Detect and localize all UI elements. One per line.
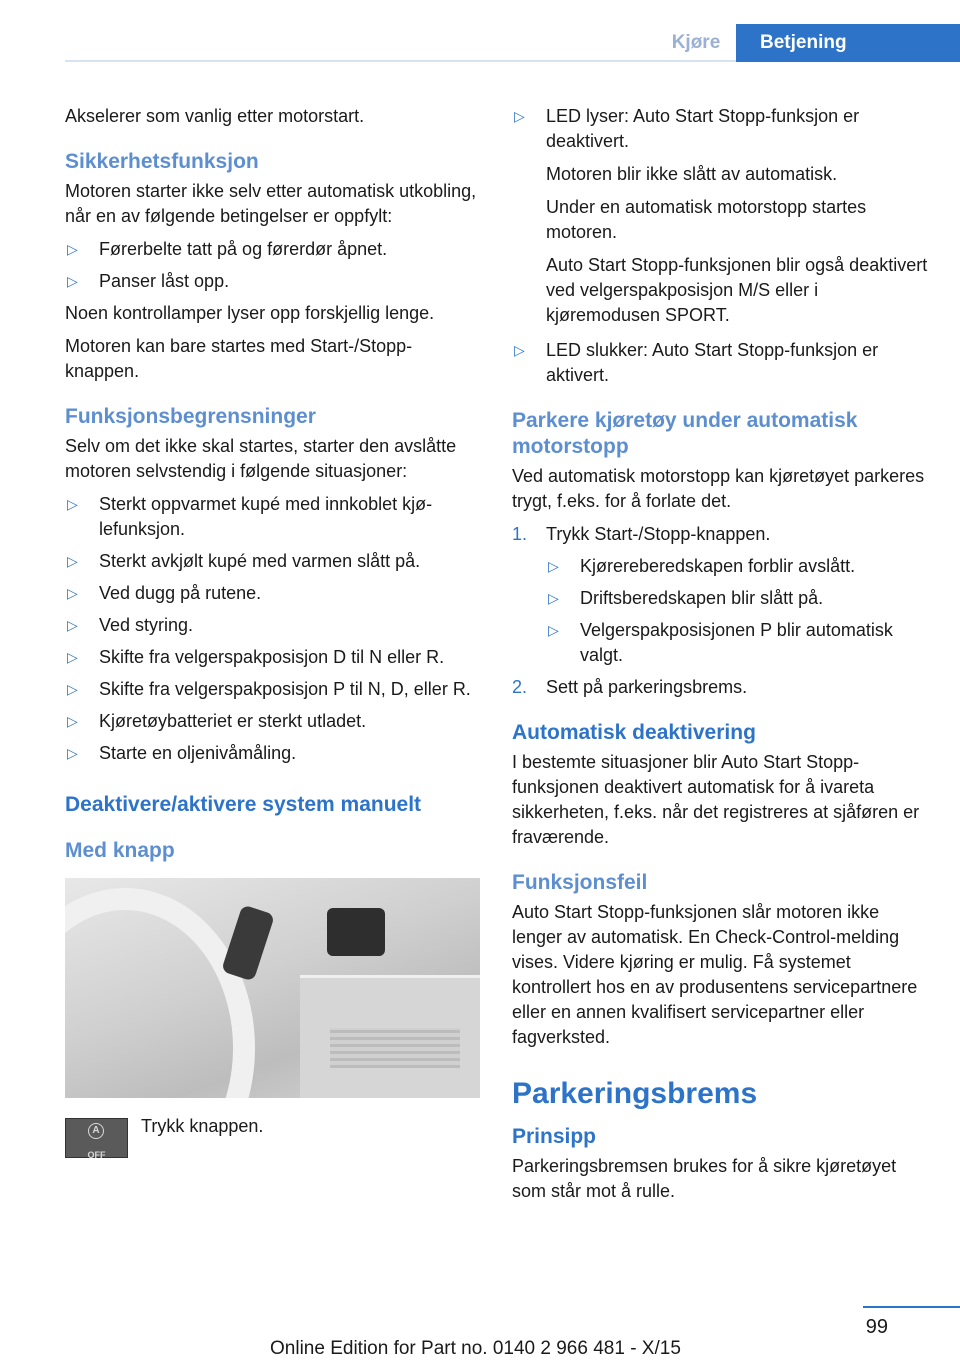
begrensning-list [65,492,480,766]
heading-automatisk-deaktivering: Automatisk deaktivering [512,721,756,744]
prinsipp-text: Parkeringsbremsen brukes for å sikre kjøretøyet som står mot å rulle. [512,1156,897,1201]
tab-betjening[interactable]: Betjening [736,24,960,62]
triangle-bullet-icon: ▷ [514,108,525,124]
step-number: 1. [512,524,528,544]
list-item: ▷ LED lyser: Auto Start Stopp-funksjon er deaktivert. Motoren blir ikke slått av automatisk. Under en automatisk motorstopp startes motoren. Auto Start Stopp-funksjonen blir også deaktivert ved velgerspakposisjon M/S eller i kjøremodusen SPORT. [514,106,928,325]
list-item: ▷ Sterkt avkjølt kupé med varmen slått på. [65,549,480,574]
triangle-bullet-icon: ▷ [67,553,78,569]
triangle-bullet-icon: ▷ [67,617,78,633]
triangle-bullet-icon: ▷ [67,585,78,601]
parkere-steps [512,522,930,700]
begrensning-text: Selv om det ikke skal startes, starter den avslåtte motoren selvstendig i følgende situasjoner: [65,436,457,481]
list-item: ▷ Kjøretøybatteriet er sterkt utladet. [65,709,480,734]
triangle-bullet-icon: ▷ [67,713,78,729]
edition-footer: Online Edition for Part no. 0140 2 966 481 - X/15 [270,1338,681,1359]
intro-text: Akselerer som vanlig etter motorstart. [65,106,365,126]
heading-prinsipp: Prinsipp [512,1125,597,1148]
step-item: 2. Sett på parkeringsbrems. [512,675,930,700]
list-item: ▷ Ved styring. [65,613,480,638]
footer-rule [863,1306,960,1308]
step-number: 2. [512,677,528,697]
heading-funksjonsfeil: Funksjonsfeil [512,871,648,894]
feil-text: Auto Start Stopp-funksjonen slår motoren ikke lenger av automatisk. En Check-Control-melding vises. Videre kjøring er mulig. Få systemet kontrollert hos en av produsentens servicepartnere eller en annen kvalifisert servicepartner eller fagverksted. [512,902,918,1047]
triangle-bullet-icon: ▷ [548,558,559,574]
step-sub-list [546,554,930,668]
parkere-text: Ved automatisk motorstopp kan kjøretøyet parkeres trygt, f.eks. for å forlate det. [512,466,925,511]
list-item: ▷ Kjørereberedskapen forblir avslått. [546,554,930,579]
button-panel-shape [327,908,385,956]
heading-funksjonsbegrensninger: Funksjonsbegrensninger [65,405,316,428]
list-item: ▷ Førerbelte tatt på og førerdør åpnet. [65,237,480,262]
steering-wheel-shape [65,888,255,1098]
selector-lever-shape [221,904,275,981]
triangle-bullet-icon: ▷ [67,745,78,761]
triangle-bullet-icon: ▷ [67,273,78,289]
list-item: ▷ LED slukker: Auto Start Stopp-funksjon er aktivert. [514,340,879,385]
list-item: ▷ Sterkt oppvarmet kupé med innkoblet kjølefunksjon. [67,494,433,539]
list-item: ▷ Driftsberedskapen blir slått på. [546,586,930,611]
triangle-bullet-icon: ▷ [548,622,559,638]
led-list [512,104,930,388]
page-number: 99 [865,1316,888,1338]
triangle-bullet-icon: ▷ [67,241,78,257]
sikkerhet-after-1: Noen kontrollamper lyser opp forskjellig lenge. [65,303,435,323]
left-column [65,104,480,1158]
sikkerhet-list [65,237,480,294]
tab-kjore[interactable]: Kjøre [671,32,721,53]
heading-med-knapp: Med knapp [65,839,175,862]
dashboard-photo [65,878,480,1098]
right-column [512,104,930,1212]
a-circle-icon: A [88,1123,104,1139]
heading-parkere: Parkere kjøretøy under automatisk motorstopp [512,409,858,458]
icon-instruction [65,1118,480,1158]
list-item: ▷ Panser låst opp. [65,269,480,294]
list-item: ▷ Starte en oljenivåmåling. [65,741,480,766]
list-item: ▷ Skifte fra velgerspakposisjon D til N eller R. [65,645,480,670]
list-item: ▷ Velgerspakposisjonen P blir automatisk valgt. [548,620,893,665]
heading-deaktivere-manuelt: Deaktivere/aktivere system manuelt [65,793,422,816]
auto-start-stop-off-icon: A OFF [65,1118,128,1158]
triangle-bullet-icon: ▷ [67,496,78,512]
deakt-text: I bestemte situasjoner blir Auto Start Stopp-funksjonen deaktivert automatisk for å ivareta sikkerheten, f.eks. når det registreres at sjåføren er fraværende. [512,752,920,847]
triangle-bullet-icon: ▷ [548,590,559,606]
list-item: ▷ Ved dugg på rutene. [65,581,480,606]
heading-sikkerhetsfunksjon: Sikkerhetsfunksjon [65,150,259,173]
triangle-bullet-icon: ▷ [514,342,525,358]
heading-parkeringsbrems: Parkeringsbrems [512,1077,758,1110]
sikkerhet-text: Motoren starter ikke selv etter automatisk utkobling, når en av følgende betingelser er oppfylt: [65,181,477,226]
triangle-bullet-icon: ▷ [67,649,78,665]
sikkerhet-after-2: Motoren kan bare startes med Start-/Stopp-knappen. [65,336,413,381]
press-button-text: Trykk knappen. [141,1116,264,1136]
step-item: 1. Trykk Start-/Stopp-knappen. ▷ Kjørereberedskapen forblir avslått. ▷ Driftsberedskapen blir slått på. ▷ Velgerspakposisjonen P blir automatisk valgt. [512,522,930,668]
vent-shape [330,1028,460,1068]
list-item: ▷ Skifte fra velgerspakposisjon P til N, D, eller R. [65,677,480,702]
triangle-bullet-icon: ▷ [67,681,78,697]
